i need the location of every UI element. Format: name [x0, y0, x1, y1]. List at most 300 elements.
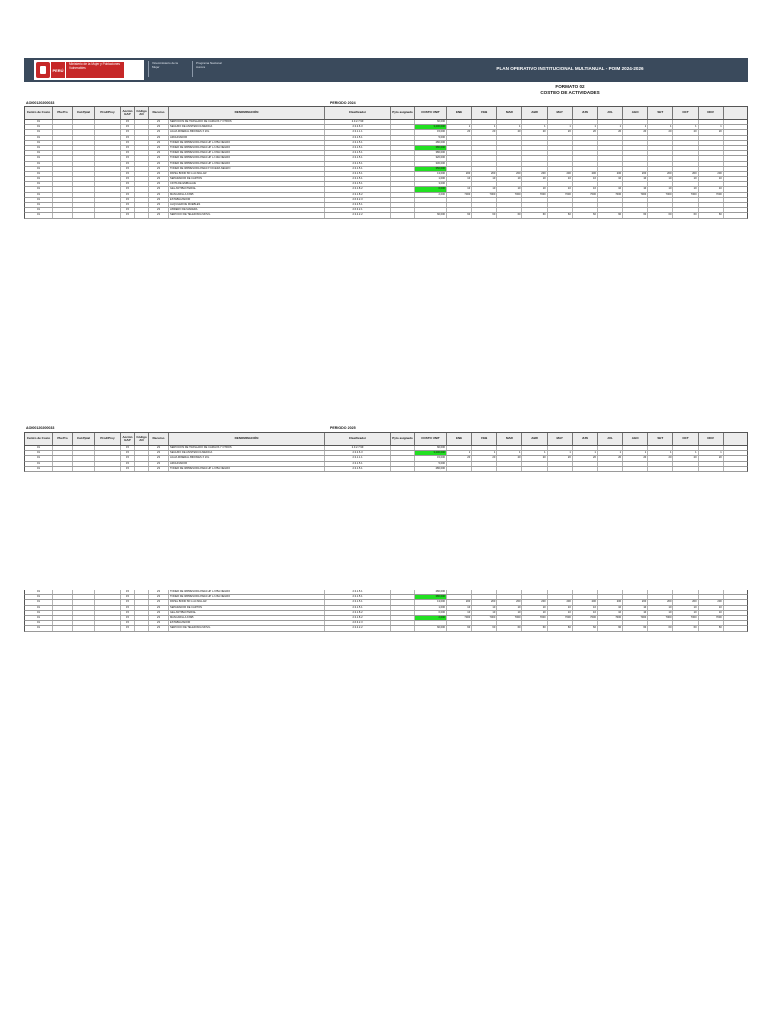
cell-jul — [598, 120, 623, 124]
cell-feb — [472, 156, 497, 160]
cell-jun: 10 — [573, 611, 598, 615]
cell-abr: 20 — [522, 456, 547, 460]
cell-costo-unit: 60,000 — [415, 446, 447, 450]
cell-recurso: 23 — [149, 146, 169, 150]
cell-codigo-ao — [135, 151, 149, 155]
cell-set — [648, 146, 673, 150]
cell-recurso: 23 — [149, 456, 169, 460]
cell-denominacion: SERVICIO DE TELEFONIA MOVIL — [169, 626, 325, 630]
cell-codigo-ao — [135, 616, 149, 620]
cell-costo-unit — [415, 208, 447, 212]
cell-clasificador: 2.3.1.5.1 — [325, 600, 391, 604]
cell-oct — [673, 198, 698, 202]
cell-abr: 1 — [522, 125, 547, 129]
cell-codigo-ao — [135, 193, 149, 197]
cell-centro-costo: 01 — [25, 467, 53, 471]
cell-prod-proy — [95, 600, 121, 604]
cell-jul — [598, 595, 623, 599]
cell-ago: 20 — [623, 130, 648, 134]
cell-costo-unit: 2,000 — [415, 616, 447, 620]
cell-centro-costo: 01 — [25, 451, 53, 455]
cell-accion: 15 — [121, 621, 135, 625]
cell-may — [548, 595, 573, 599]
cell-recurso: 23 — [149, 182, 169, 186]
cell-nov — [699, 182, 724, 186]
cell-abr: 60 — [522, 213, 547, 217]
cell-nov: 20 — [699, 130, 724, 134]
cell-pyto — [391, 162, 415, 166]
cell-pla-pro — [53, 600, 73, 604]
cell-jul: 10 — [598, 606, 623, 610]
cell-cat-pptal — [73, 120, 95, 124]
cell-feb: 7000 — [472, 193, 497, 197]
cell-oct: 10 — [673, 177, 698, 181]
cell-set: 1 — [648, 451, 673, 455]
cell-feb: 7000 — [472, 616, 497, 620]
cell-may: 1 — [548, 451, 573, 455]
cell-pyto — [391, 462, 415, 466]
cell-may: 200 — [548, 600, 573, 604]
cell-centro-costo: 01 — [25, 146, 53, 150]
cell-oct — [673, 151, 698, 155]
cell-oct: 200 — [673, 600, 698, 604]
cell-abr — [522, 621, 547, 625]
cell-may — [548, 156, 573, 160]
cell-accion: 15 — [121, 162, 135, 166]
cell-pla-pro — [53, 162, 73, 166]
cell-oct: 10 — [673, 187, 698, 191]
cell-pla-pro — [53, 120, 73, 124]
cell-clasificador: 2.3.1.5.1 — [325, 151, 391, 155]
cell-clasificador: 2.3.2.6.3 — [325, 451, 391, 455]
cell-feb — [472, 162, 497, 166]
cell-accion: 15 — [121, 146, 135, 150]
cell-abr: 7000 — [522, 616, 547, 620]
cell-pyto — [391, 156, 415, 160]
cell-ago: 20 — [623, 456, 648, 460]
cell-costo-unit: 3,200,000 — [415, 125, 447, 129]
cell-codigo-ao — [135, 120, 149, 124]
cell-nov — [699, 146, 724, 150]
cell-set: 20 — [648, 456, 673, 460]
cell-set — [648, 203, 673, 207]
cell-accion: 15 — [121, 141, 135, 145]
cell-centro-costo: 01 — [25, 120, 53, 124]
cell-feb: 1 — [472, 451, 497, 455]
cell-pla-pro — [53, 456, 73, 460]
cell-mar — [497, 141, 522, 145]
cell-mar — [497, 462, 522, 466]
cell-ene: 10 — [447, 611, 472, 615]
cell-recurso: 23 — [149, 590, 169, 594]
cell-codigo-ao — [135, 208, 149, 212]
cell-abr: 10 — [522, 611, 547, 615]
cell-nov — [699, 595, 724, 599]
cell-pyto — [391, 606, 415, 610]
cell-jun: 20 — [573, 456, 598, 460]
cell-jun: 60 — [573, 626, 598, 630]
cell-feb: 10 — [472, 177, 497, 181]
cell-nov: 20 — [699, 456, 724, 460]
cell-centro-costo: 01 — [25, 177, 53, 181]
cell-nov: 200 — [699, 172, 724, 176]
cell-codigo-ao — [135, 451, 149, 455]
cell-denominacion: MASCARILLA KN95 — [169, 193, 325, 197]
cell-set: 20 — [648, 130, 673, 134]
cell-recurso: 23 — [149, 446, 169, 450]
cell-feb: 1 — [472, 125, 497, 129]
country-label: PERÚ — [51, 62, 65, 78]
cell-ene: 7000 — [447, 616, 472, 620]
cell-centro-costo: 01 — [25, 456, 53, 460]
cell-abr — [522, 156, 547, 160]
cell-mar — [497, 156, 522, 160]
cell-recurso: 23 — [149, 172, 169, 176]
cell-clasificador: 2.3.1.5.1 — [325, 172, 391, 176]
cell-nov — [699, 151, 724, 155]
cell-jul: 200 — [598, 172, 623, 176]
cell-nov: 10 — [699, 611, 724, 615]
cell-cat-pptal — [73, 146, 95, 150]
cell-mar — [497, 198, 522, 202]
cell-set — [648, 151, 673, 155]
cell-costo-unit: 2,000 — [415, 193, 447, 197]
cell-pla-pro — [53, 125, 73, 129]
cell-jul — [598, 141, 623, 145]
cell-mar — [497, 595, 522, 599]
cell-clasificador: 2.3.1.5.1 — [325, 462, 391, 466]
ministry-label: Ministerio de la Mujer y Poblaciones Vulnerables — [66, 62, 124, 78]
cell-abr — [522, 462, 547, 466]
cell-jun — [573, 462, 598, 466]
cell-nov: 10 — [699, 606, 724, 610]
cell-accion: 15 — [121, 213, 135, 217]
cell-clasificador: 2.6.3.2.1 — [325, 208, 391, 212]
cell-costo-unit: 280,000 — [415, 141, 447, 145]
cell-denominacion: GEL ANTIBACTERIAL — [169, 187, 325, 191]
cell-mar: 20 — [497, 130, 522, 134]
cell-codigo-ao — [135, 187, 149, 191]
cell-ago: 7000 — [623, 616, 648, 620]
cell-jul — [598, 621, 623, 625]
cell-mar: 200 — [497, 172, 522, 176]
cell-prod-proy — [95, 136, 121, 140]
cell-nov — [699, 156, 724, 160]
cell-oct: 20 — [673, 130, 698, 134]
cell-pla-pro — [53, 203, 73, 207]
cell-codigo-ao — [135, 162, 149, 166]
cell-denominacion: ARCHIVADOR — [169, 462, 325, 466]
cell-cat-pptal — [73, 151, 95, 155]
cell-prod-proy — [95, 156, 121, 160]
cell-cat-pptal — [73, 213, 95, 217]
cell-cat-pptal — [73, 167, 95, 171]
cell-abr — [522, 120, 547, 124]
cell-set — [648, 141, 673, 145]
cell-feb — [472, 462, 497, 466]
cell-oct: 7000 — [673, 616, 698, 620]
cell-prod-proy — [95, 167, 121, 171]
cell-set — [648, 462, 673, 466]
cell-jun: 10 — [573, 187, 598, 191]
cell-accion: 15 — [121, 198, 135, 202]
cell-mar: 1 — [497, 125, 522, 129]
cell-pla-pro — [53, 590, 73, 594]
cell-cat-pptal — [73, 187, 95, 191]
cell-clasificador: 2.3.1.5.1 — [325, 182, 391, 186]
cell-recurso: 23 — [149, 151, 169, 155]
coat-of-arms-icon — [36, 62, 50, 78]
cell-set: 1 — [648, 125, 673, 129]
cell-centro-costo: 01 — [25, 125, 53, 129]
cell-recurso: 23 — [149, 208, 169, 212]
cell-nov: 60 — [699, 213, 724, 217]
cell-jul: 10 — [598, 611, 623, 615]
section-code: AOI00120200033 — [26, 101, 55, 105]
cell-codigo-ao — [135, 621, 149, 625]
cell-abr — [522, 590, 547, 594]
cell-set: 10 — [648, 177, 673, 181]
cell-ene — [447, 462, 472, 466]
cell-oct: 10 — [673, 606, 698, 610]
cell-nov: 1 — [699, 125, 724, 129]
cell-cat-pptal — [73, 590, 95, 594]
cell-ene: 200 — [447, 172, 472, 176]
cell-mar: 200 — [497, 600, 522, 604]
cell-nov — [699, 203, 724, 207]
cell-ago — [623, 151, 648, 155]
cell-costo-unit: 1,000 — [415, 606, 447, 610]
cell-mar — [497, 120, 522, 124]
cell-abr — [522, 146, 547, 150]
cell-centro-costo: 01 — [25, 130, 53, 134]
cell-prod-proy — [95, 611, 121, 615]
cell-set: 60 — [648, 213, 673, 217]
cell-jun — [573, 208, 598, 212]
cell-ene — [447, 167, 472, 171]
cell-nov — [699, 141, 724, 145]
cell-accion: 15 — [121, 151, 135, 155]
cell-ene — [447, 590, 472, 594]
cell-clasificador: 2.3.2.6.3 — [325, 125, 391, 129]
cell-clasificador: 2.3.1.5.1 — [325, 167, 391, 171]
cell-accion: 15 — [121, 203, 135, 207]
cell-clasificador: 2.3.2.7.99 — [325, 446, 391, 450]
cell-clasificador: 2.3.1.8.2 — [325, 193, 391, 197]
cell-may — [548, 446, 573, 450]
cell-cat-pptal — [73, 162, 95, 166]
cell-set — [648, 136, 673, 140]
cost-table — [24, 432, 748, 472]
cell-prod-proy — [95, 198, 121, 202]
cell-ene — [447, 136, 472, 140]
cell-oct — [673, 120, 698, 124]
cell-mar: 20 — [497, 456, 522, 460]
cell-pyto — [391, 467, 415, 471]
cell-ago: 7000 — [623, 193, 648, 197]
cell-mar — [497, 182, 522, 186]
cell-mar — [497, 621, 522, 625]
cell-cat-pptal — [73, 600, 95, 604]
cell-feb: 60 — [472, 213, 497, 217]
cell-pla-pro — [53, 621, 73, 625]
cell-may — [548, 151, 573, 155]
cell-cat-pptal — [73, 616, 95, 620]
cell-jun: 7000 — [573, 616, 598, 620]
cell-ago — [623, 156, 648, 160]
cell-cat-pptal — [73, 456, 95, 460]
cell-accion: 15 — [121, 606, 135, 610]
cell-may — [548, 198, 573, 202]
cell-cat-pptal — [73, 451, 95, 455]
cell-prod-proy — [95, 125, 121, 129]
cell-may: 60 — [548, 213, 573, 217]
cell-ene: 60 — [447, 213, 472, 217]
cell-oct — [673, 182, 698, 186]
cell-clasificador: 2.3.2.2.2 — [325, 213, 391, 217]
cell-ene: 10 — [447, 606, 472, 610]
cell-feb: 60 — [472, 626, 497, 630]
cell-cat-pptal — [73, 446, 95, 450]
cell-mar — [497, 590, 522, 594]
cell-denominacion: SEGURO DE ASISTENCIA MEDICA — [169, 451, 325, 455]
cell-recurso: 23 — [149, 611, 169, 615]
cell-cat-pptal — [73, 177, 95, 181]
cell-accion: 15 — [121, 595, 135, 599]
cell-jun — [573, 182, 598, 186]
cell-feb: 200 — [472, 600, 497, 604]
cell-feb — [472, 167, 497, 171]
cell-cat-pptal — [73, 156, 95, 160]
cell-denominacion: AGUA MINERAL BIDONES X 20L — [169, 456, 325, 460]
cell-feb — [472, 467, 497, 471]
cell-ago: 1 — [623, 451, 648, 455]
cell-jul — [598, 462, 623, 466]
cell-recurso: 23 — [149, 162, 169, 166]
cell-abr: 60 — [522, 626, 547, 630]
cell-ene: 1 — [447, 451, 472, 455]
cell-centro-costo: 01 — [25, 595, 53, 599]
cell-set: 200 — [648, 172, 673, 176]
cell-pyto — [391, 621, 415, 625]
cell-ago — [623, 167, 648, 171]
cell-centro-costo: 01 — [25, 213, 53, 217]
cell-prod-proy — [95, 182, 121, 186]
cell-codigo-ao — [135, 213, 149, 217]
cell-denominacion: TONER DE IMPRESORA PARA HP LJ 85A NEGRO — [169, 590, 325, 594]
cell-may: 10 — [548, 177, 573, 181]
cell-clasificador: 2.3.2.7.99 — [325, 120, 391, 124]
cell-costo-unit: 5,000 — [415, 136, 447, 140]
cell-recurso: 23 — [149, 167, 169, 171]
cell-denominacion: ESTABILIZADOR — [169, 621, 325, 625]
cell-clasificador: 2.3.1.1.1 — [325, 130, 391, 134]
cell-costo-unit: 280,000 — [415, 590, 447, 594]
cell-codigo-ao — [135, 167, 149, 171]
cell-codigo-ao — [135, 136, 149, 140]
cell-cat-pptal — [73, 462, 95, 466]
cell-oct: 60 — [673, 626, 698, 630]
cell-prod-proy — [95, 172, 121, 176]
cell-denominacion: CINTA DE EMBALAJE — [169, 182, 325, 186]
cell-pyto — [391, 456, 415, 460]
cell-codigo-ao — [135, 611, 149, 615]
cell-denominacion: TONER DE IMPRESORA PARA HP LJ 85A NEGRO — [169, 467, 325, 471]
cell-feb: 10 — [472, 606, 497, 610]
cell-accion: 15 — [121, 456, 135, 460]
cell-jul: 7000 — [598, 616, 623, 620]
cell-set — [648, 621, 673, 625]
cell-accion: 15 — [121, 156, 135, 160]
cell-costo-unit: 13,000 — [415, 172, 447, 176]
cell-nov: 10 — [699, 177, 724, 181]
cell-pyto — [391, 616, 415, 620]
cell-ene: 200 — [447, 600, 472, 604]
cell-mar: 10 — [497, 187, 522, 191]
cell-recurso: 23 — [149, 462, 169, 466]
cell-feb — [472, 446, 497, 450]
cell-ago — [623, 208, 648, 212]
cell-set — [648, 208, 673, 212]
cell-costo-unit: 380,000 — [415, 146, 447, 150]
cell-pla-pro — [53, 151, 73, 155]
cell-ago: 200 — [623, 600, 648, 604]
cell-clasificador: 2.3.1.5.1 — [325, 467, 391, 471]
cell-ene — [447, 141, 472, 145]
cell-set — [648, 120, 673, 124]
cell-jun — [573, 595, 598, 599]
cell-prod-proy — [95, 616, 121, 620]
cell-prod-proy — [95, 626, 121, 630]
cell-codigo-ao — [135, 595, 149, 599]
cell-clasificador: 2.3.1.5.1 — [325, 141, 391, 145]
cell-ago: 60 — [623, 213, 648, 217]
cell-prod-proy — [95, 141, 121, 145]
cell-nov — [699, 208, 724, 212]
cell-accion: 15 — [121, 600, 135, 604]
cell-nov: 10 — [699, 187, 724, 191]
cell-ago: 1 — [623, 125, 648, 129]
cell-jun — [573, 167, 598, 171]
cell-pla-pro — [53, 446, 73, 450]
cell-feb: 200 — [472, 172, 497, 176]
cell-jul: 60 — [598, 213, 623, 217]
cell-prod-proy — [95, 595, 121, 599]
cell-abr: 200 — [522, 172, 547, 176]
cell-pla-pro — [53, 626, 73, 630]
cell-recurso: 23 — [149, 451, 169, 455]
cell-codigo-ao — [135, 600, 149, 604]
cell-prod-proy — [95, 213, 121, 217]
cell-ene: 60 — [447, 626, 472, 630]
cell-recurso: 23 — [149, 136, 169, 140]
cell-may — [548, 162, 573, 166]
cell-may: 7000 — [548, 616, 573, 620]
cell-prod-proy — [95, 456, 121, 460]
cell-denominacion: SEPARADOR DE CARTON — [169, 606, 325, 610]
cell-abr: 10 — [522, 177, 547, 181]
cell-abr — [522, 467, 547, 471]
cell-oct — [673, 156, 698, 160]
cell-denominacion: PAPEL BOND 80 G A4 MILLAR — [169, 172, 325, 176]
cell-ene — [447, 467, 472, 471]
cell-prod-proy — [95, 467, 121, 471]
cell-accion: 15 — [121, 182, 135, 186]
cell-denominacion: PAPEL BOND 80 G A4 MILLAR — [169, 600, 325, 604]
cell-set — [648, 595, 673, 599]
cell-oct — [673, 590, 698, 594]
cell-set: 60 — [648, 626, 673, 630]
